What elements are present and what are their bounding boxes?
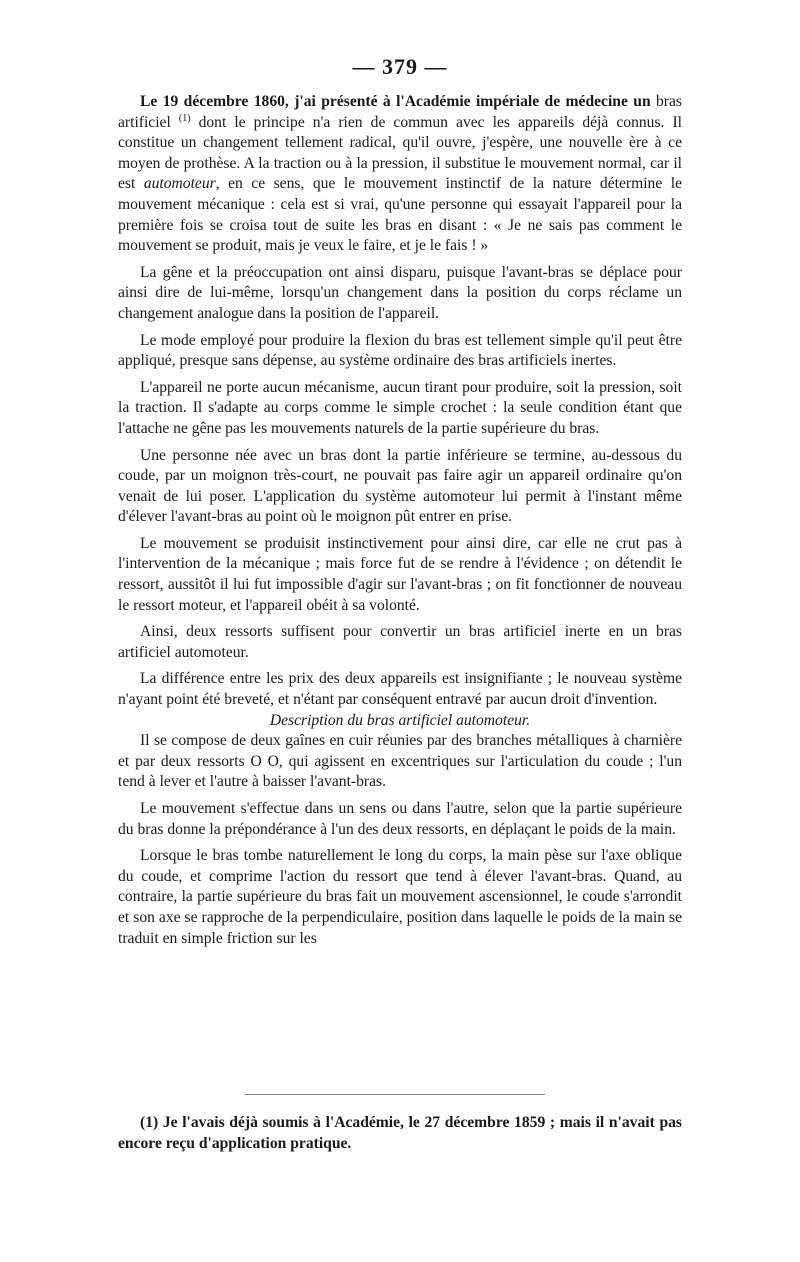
footnote bbox=[118, 1112, 682, 1154]
paragraph-9: Il se compose de deux gaînes en cuir réunies par des branches métalliques à charnière et par deux ressorts O O, qui agissent en excentriques sur l'articulation du coude ; l'un tend à lever et l'autre à baisser l'avant-bras. bbox=[118, 732, 682, 791]
paragraph-1-part-b: dont le principe n'a rien de commun avec les appareils déjà connus. Il constitue un changement tellement radical, qu'il ouvre, j'espère, une nouvelle ère à ce moyen de prothèse. A la traction ou à la pression, il substitue le mouvement normal, car il est bbox=[118, 113, 682, 193]
paragraph-1-part-a: bras artificiel bbox=[118, 93, 682, 131]
paragraph-10: Le mouvement s'effectue dans un sens ou dans l'autre, selon que la partie supérieure du bras donne la prépondérance à l'un des deux ressorts, en déplaçant le poids de la main. bbox=[118, 800, 682, 838]
footnote-ref: (1) bbox=[178, 112, 191, 124]
footnote-divider bbox=[245, 1094, 545, 1095]
emphasis-automoteur: automoteur bbox=[143, 175, 216, 193]
body-text bbox=[118, 92, 682, 949]
footnote-body: Je l'avais déjà soumis à l'Académie, le 27 décembre 1859 ; mais il n'avait pas encore reçu d'application pratique. bbox=[118, 1114, 682, 1152]
paragraph-1-lead: Le 19 décembre 1860, j'ai présenté à l'Académie impériale de médecine un bbox=[140, 93, 651, 110]
paragraph-11: Lorsque le bras tombe naturellement le long du corps, la main pèse sur l'axe oblique du coude, et comprime l'action du ressort que tend à élever l'avant-bras. Quand, au contraire, la partie supérieure du bras fait un mouvement ascensionnel, le coude s'arrondit et son axe se rapproche de la perpendiculaire, position dans laquelle le poids de la main se traduit en simple friction sur les bbox=[118, 847, 682, 947]
paragraph-5: Une personne née avec un bras dont la partie inférieure se termine, au-dessous du coude, par un moignon très-court, ne pouvait pas faire agir un appareil ordinaire qu'on venait de lui poser. L'application du système automoteur lui permit à l'instant même d'élever l'avant-bras au point où le moignon pût entrer en prise. bbox=[118, 446, 682, 526]
footnote-marker: (1) bbox=[140, 1114, 159, 1131]
paragraph-7: Ainsi, deux ressorts suffisent pour convertir un bras artificiel inerte en un bras artificiel automoteur. bbox=[118, 623, 682, 661]
footnote-text bbox=[118, 1112, 682, 1154]
paragraph-6: Le mouvement se produisit instinctivement pour ainsi dire, car elle ne crut pas à l'intervention de la mécanique ; mais force fut de se rendre à l'évidence ; on détendit le ressort, aussitôt il lui fut impossible d'agir sur l'avant-bras ; on fit fonctionner de nouveau le ressort moteur, et l'appareil obéit à sa volonté. bbox=[118, 534, 682, 614]
section-title: Description du bras artificiel automoteur. bbox=[269, 711, 531, 729]
paragraph-1-part-c: , en ce sens, que le mouvement instinctif de la nature détermine le mouvement mécanique : cela est si vrai, qu'une personne qui essayait l'appareil pour la première fois se croisa tout de suite les bras en disant : « Je ne sais pas comment le mouvement se produit, mais je veux le faire, et je le fais ! » bbox=[118, 175, 682, 255]
paragraph-4: L'appareil ne porte aucun mécanisme, aucun tirant pour produire, soit la pression, soit la traction. Il s'adapte au corps comme le simple crochet : la seule condition étant que l'attache ne gêne pas les mouvements naturels de la partie supérieure du bras. bbox=[118, 378, 682, 437]
page-number: — 379 — bbox=[352, 54, 448, 79]
paragraph-1 bbox=[118, 92, 682, 257]
paragraph-2: La gêne et la préoccupation ont ainsi disparu, puisque l'avant-bras se déplace pour ainsi dire de lui-même, lorsqu'un changement dans la position du corps réclame un changement analogue dans la position de l'appareil. bbox=[118, 263, 682, 322]
paragraph-8: La différence entre les prix des deux appareils est insignifiante ; le nouveau système n'ayant point été breveté, et n'étant par conséquent entravé par aucun droit d'invention. bbox=[118, 670, 682, 709]
paragraph-3: Le mode employé pour produire la flexion du bras est tellement simple qu'il peut être appliqué, presque sans dépense, au système ordinaire des bras artificiels inertes. bbox=[118, 331, 682, 370]
